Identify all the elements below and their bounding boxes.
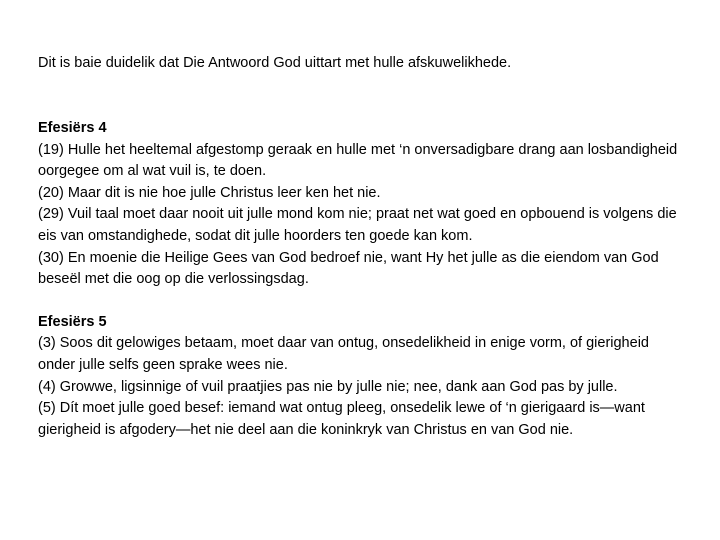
verse-4-20: (20) Maar dit is nie hoe julle Christus leer ken het nie. [38,184,381,201]
section-efesiers-4 [38,118,690,291]
verse-5-3: (3) Soos dit gelowiges betaam, moet daar van ontug, onsedelikheid in enige vorm, of gierigheid onder julle selfs geen sprake wees nie. [38,335,649,373]
document-page [38,52,690,441]
verse-5-4: (4) Growwe, ligsinnige of vuil praatjies pas nie by julle nie; nee, dank aan God pas by julle. [38,378,618,395]
verse-5-5: (5) Dít moet julle goed besef: iemand wat ontug pleeg, onsedelik lewe of ‘n gierigaard is—want gierigheid is afgodery—het nie deel aan die koninkryk van Christus en van God nie. [38,400,645,438]
verse-4-19: (19) Hulle het heeltemal afgestomp geraak en hulle met ‘n onversadigbare drang aan losbandigheid oorgegee om al wat vuil is, te doen. [38,141,678,180]
verse-4-29: (29) Vuil taal moet daar nooit uit julle mond kom nie; praat net wat goed en opbouend is volgens die eis van omstandighede, sodat dit julle hoorders ten goede kan kom. [38,206,677,244]
section-heading: Efesiërs 4 [38,120,107,136]
intro-text: Dit is baie duidelik dat Die Antwoord God uittart met hulle afskuwelikhede. [38,55,512,71]
section-efesiers-5 [38,312,690,442]
section-heading: Efesiërs 5 [38,313,107,330]
verse-4-30: (30) En moenie die Heilige Gees van God bedroef nie, want Hy het julle as die eiendom van God beseël met die oog op die verlossingsdag. [38,249,659,288]
